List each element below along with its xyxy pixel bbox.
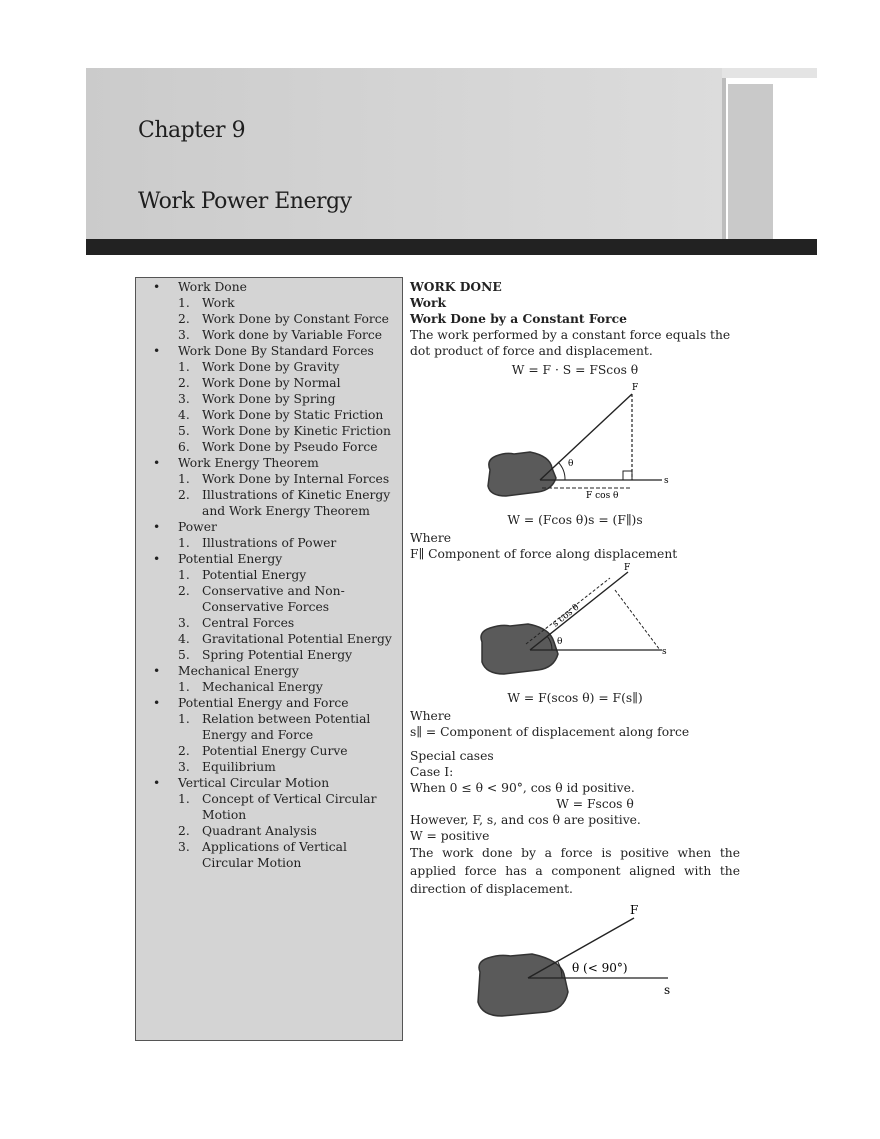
toc-item[interactable]: [152, 615, 397, 631]
subsection-heading: Work: [410, 295, 447, 310]
toc-section[interactable]: [152, 551, 397, 567]
toc-item-label: Central Forces: [202, 616, 295, 630]
toc-item[interactable]: [152, 391, 397, 407]
force-label: F: [632, 383, 639, 393]
theta-label-3: θ (< 90°): [572, 961, 628, 975]
force-vector: [540, 394, 632, 480]
positive-work-paragraph: The work done by a force is positive when the applied force has a component aligned with the direction of displacement.: [410, 846, 740, 896]
toc-item[interactable]: [152, 647, 397, 663]
s-label: s: [664, 476, 669, 486]
toc-section[interactable]: [152, 775, 397, 791]
toc-section[interactable]: [152, 519, 397, 535]
fcos-label: F cos θ: [586, 491, 619, 501]
toc-item-number: 4.: [178, 408, 190, 422]
header-divider: [722, 78, 726, 240]
toc-item-number: 5.: [178, 648, 190, 662]
equation-parallel-force: W = (Fcos θ)s = (F∥)s: [507, 513, 643, 527]
toc-item-label: Work Done by Static Friction: [202, 408, 384, 422]
toc-item-number: 4.: [178, 632, 190, 646]
toc-item[interactable]: [152, 583, 397, 615]
projection-line: [615, 590, 660, 650]
toc-item-label: Work Done by Pseudo Force: [202, 440, 378, 454]
toc-item-label: Work Done by Kinetic Friction: [202, 424, 391, 438]
toc-item-number: 1.: [178, 296, 190, 310]
where-label-2: Where: [410, 709, 451, 723]
toc-item[interactable]: [152, 375, 397, 391]
toc-item-number: 2.: [178, 744, 190, 758]
toc-item-number: 3.: [178, 616, 190, 630]
toc-item[interactable]: [152, 487, 397, 519]
toc-item[interactable]: [152, 743, 397, 759]
angle-arc: [558, 462, 565, 480]
toc-section[interactable]: [152, 279, 397, 295]
where-label-1: Where: [410, 531, 451, 545]
header-top-strip: [722, 68, 817, 78]
toc-item-label: Mechanical Energy: [202, 680, 323, 694]
toc-item-number: 1.: [178, 712, 190, 726]
toc-item[interactable]: [152, 679, 397, 695]
toc-item-number: 1.: [178, 568, 190, 582]
equation-parallel-displacement: W = F(scos θ) = F(s∥): [507, 691, 643, 705]
theta-label: θ: [568, 459, 574, 469]
s-label-3: s: [664, 983, 671, 997]
bullet-icon: •: [153, 552, 161, 566]
toc-item-label: Potential Energy: [202, 568, 307, 582]
figure-acute-angle: [410, 902, 740, 1024]
definition-f-parallel: F∥ Component of force along displacement: [410, 547, 678, 561]
definition-s-parallel: s∥ = Component of displacement along force: [410, 725, 690, 739]
bullet-icon: •: [153, 696, 161, 710]
toc-item-label: Concept of Vertical Circular Motion: [202, 792, 377, 822]
toc-item-label: Quadrant Analysis: [202, 824, 317, 838]
subsubsection-heading: Work Done by a Constant Force: [410, 311, 627, 326]
content-column: [410, 279, 740, 1024]
chapter-title: Work Power Energy: [138, 189, 352, 214]
bullet-icon: •: [153, 344, 161, 358]
toc-section-title: Mechanical Energy: [178, 664, 299, 678]
toc-item-number: 1.: [178, 792, 190, 806]
toc-item-number: 3.: [178, 760, 190, 774]
toc-item-number: 1.: [178, 472, 190, 486]
figure-constant-force: [410, 382, 740, 510]
header-bar: [86, 239, 817, 255]
toc-item-number: 1.: [178, 536, 190, 550]
toc-item[interactable]: [152, 567, 397, 583]
toc-section-title: Work Done By Standard Forces: [178, 344, 374, 358]
bullet-icon: •: [153, 520, 161, 534]
toc-item-number: 3.: [178, 840, 190, 854]
case-1-result: W = positive: [410, 829, 490, 843]
toc-item[interactable]: [152, 631, 397, 647]
block-shape-2: [481, 624, 558, 674]
s-label-2: s: [662, 647, 667, 657]
toc-item[interactable]: [152, 423, 397, 439]
toc-item-number: 2.: [178, 584, 190, 598]
toc-section[interactable]: [152, 455, 397, 471]
toc-section[interactable]: [152, 695, 397, 711]
toc-item[interactable]: [152, 711, 397, 743]
toc-item-label: Work Done by Normal: [202, 376, 341, 390]
bullet-icon: •: [153, 456, 161, 470]
toc-list: [152, 279, 397, 871]
toc-item[interactable]: [152, 327, 397, 343]
toc-section-title: Potential Energy: [178, 552, 283, 566]
toc-item-label: Equilibrium: [202, 760, 276, 774]
toc-item[interactable]: [152, 359, 397, 375]
toc-section[interactable]: [152, 343, 397, 359]
toc-section-title: Work Energy Theorem: [178, 456, 319, 470]
toc-item-label: Illustrations of Kinetic Energy and Work Energy Theorem: [202, 488, 391, 518]
toc-item-number: 6.: [178, 440, 190, 454]
toc-item[interactable]: [152, 439, 397, 455]
toc-item-label: Gravitational Potential Energy: [202, 632, 392, 646]
intro-paragraph: The work performed by a constant force equals the dot product of force and displacement.: [410, 328, 731, 358]
toc-item-label: Work Done by Constant Force: [202, 312, 389, 326]
case-1-statement: However, F, s, and cos θ are positive.: [410, 813, 641, 827]
toc-item-number: 2.: [178, 376, 190, 390]
toc-item[interactable]: [152, 295, 397, 311]
theta-label-2: θ: [557, 637, 563, 647]
toc-item-number: 2.: [178, 312, 190, 326]
force-label-2: F: [624, 563, 631, 573]
case-1-label: Case I:: [410, 765, 454, 779]
toc-section-title: Power: [178, 520, 217, 534]
bullet-icon: •: [153, 776, 161, 790]
toc-item[interactable]: [152, 823, 397, 839]
toc-section-title: Potential Energy and Force: [178, 696, 349, 710]
toc-item[interactable]: [152, 407, 397, 423]
chapter-number: Chapter 9: [138, 118, 246, 143]
equation-case-1: W = Fscos θ: [556, 797, 634, 811]
toc-section-title: Vertical Circular Motion: [178, 776, 330, 790]
toc-item-label: Work Done by Gravity: [202, 360, 340, 374]
toc-item-label: Work Done by Spring: [202, 392, 336, 406]
toc-item-label: Potential Energy Curve: [202, 744, 348, 758]
scos-label: s cos θ: [550, 602, 582, 630]
toc-item-label: Spring Potential Energy: [202, 648, 353, 662]
bullet-icon: •: [153, 664, 161, 678]
chapter-header-band: [86, 68, 817, 240]
section-heading: WORK DONE: [410, 279, 502, 294]
toc-item-number: 1.: [178, 360, 190, 374]
toc-item-label: Relation between Potential Energy and Force: [202, 712, 371, 742]
header-tab: [728, 84, 773, 240]
toc-item-number: 2.: [178, 488, 190, 502]
special-cases-label: Special cases: [410, 749, 494, 763]
toc-item[interactable]: [152, 311, 397, 327]
right-angle-marker: [623, 471, 632, 480]
toc-item-number: 3.: [178, 328, 190, 342]
toc-item-label: Illustrations of Power: [202, 536, 337, 550]
toc-item-label: Work Done by Internal Forces: [202, 472, 390, 486]
equation-dot-product: W = F · S = FScos θ: [511, 363, 639, 377]
toc-item[interactable]: [152, 471, 397, 487]
toc-item[interactable]: [152, 839, 397, 871]
toc-item-label: Work: [202, 296, 235, 310]
figure-displacement-projection: [410, 562, 740, 688]
toc-item-number: 2.: [178, 824, 190, 838]
toc-item-label: Work done by Variable Force: [202, 328, 383, 342]
toc-item-number: 3.: [178, 392, 190, 406]
toc-item-number: 1.: [178, 680, 190, 694]
toc-item-label: Conservative and Non-Conservative Forces: [202, 584, 345, 614]
toc-item[interactable]: [152, 791, 397, 823]
toc-item-number: 5.: [178, 424, 190, 438]
toc-item-label: Applications of Vertical Circular Motion: [202, 840, 347, 870]
toc-item[interactable]: [152, 535, 397, 551]
toc-item[interactable]: [152, 759, 397, 775]
force-label-3: F: [630, 903, 639, 917]
case-1-condition: When 0 ≤ θ < 90°, cos θ id positive.: [410, 781, 635, 795]
toc-section[interactable]: [152, 663, 397, 679]
bullet-icon: •: [153, 280, 161, 294]
toc-section-title: Work Done: [178, 280, 247, 294]
